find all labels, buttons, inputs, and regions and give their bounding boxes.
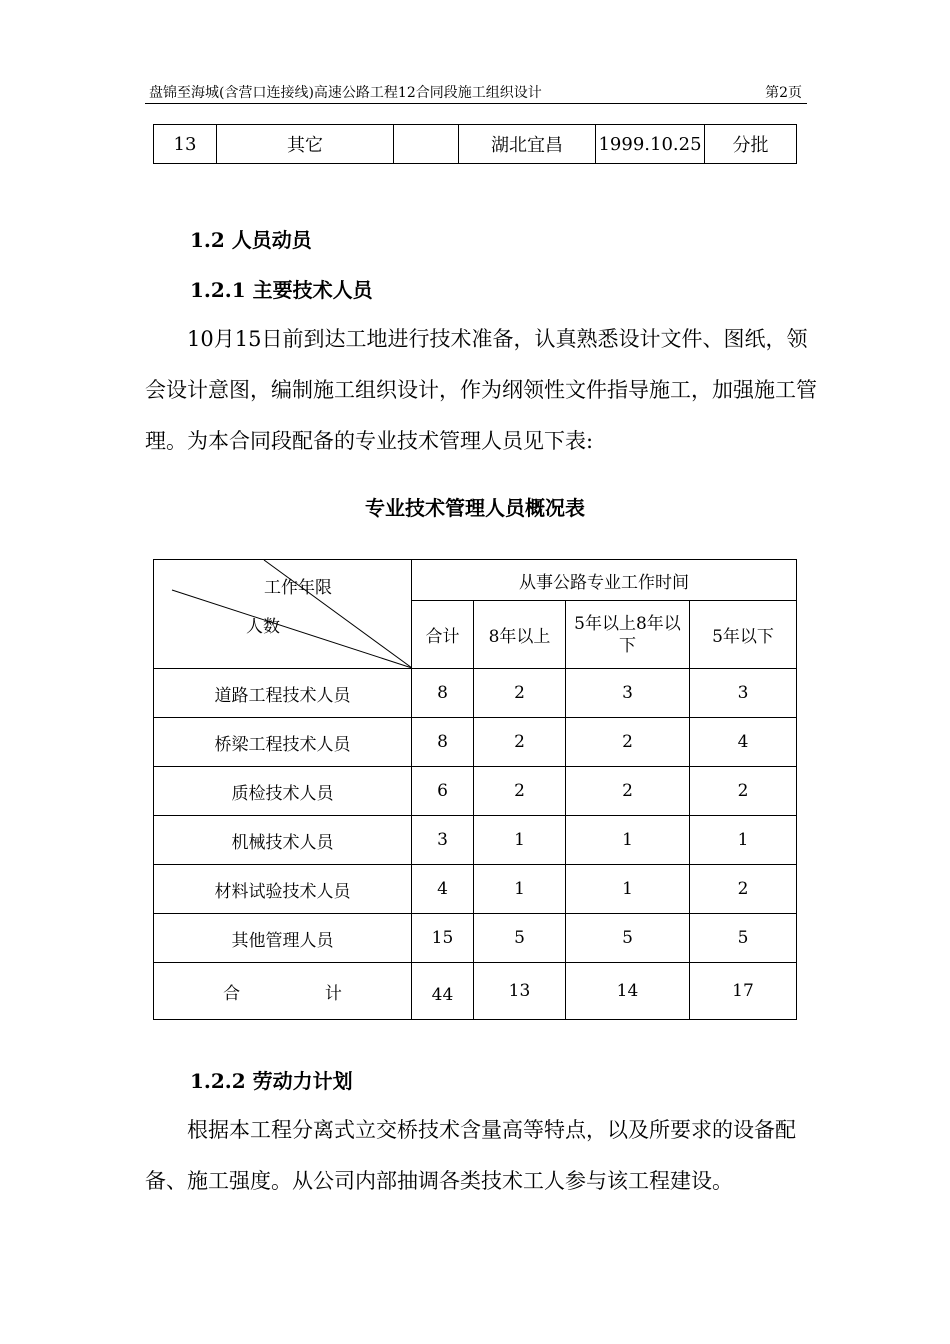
table-cell: 3 [566,669,690,718]
table-row [154,865,797,914]
row-label: 桥梁工程技术人员 [154,718,412,767]
table-cell: 2 [690,865,797,914]
row-label: 材料试验技术人员 [154,865,412,914]
table-cell: 分批 [705,125,797,164]
column-header: 8年以上 [474,601,566,669]
row-label: 道路工程技术人员 [154,669,412,718]
table-cell: 5 [566,914,690,963]
page-number: 第2页 [765,85,802,101]
table-row [154,767,797,816]
table-cell: 14 [566,963,690,1020]
table-caption: 专业技术管理人员概况表 [365,496,585,520]
table-cell: 15 [412,914,474,963]
table-cell: 1 [474,816,566,865]
table-header-row [154,560,797,601]
table-row [154,125,797,164]
column-header: 5年以上8年以下 [566,601,690,669]
page-header [145,84,807,104]
table-cell: 1 [566,816,690,865]
row-label: 质检技术人员 [154,767,412,816]
table-cell: 8 [412,718,474,767]
row-label-total [154,963,412,1020]
paragraph-technical-staff: 10月15日前到达工地进行技术准备，认真熟悉设计文件、图纸，领会设计意图，编制施工组织设计，作为纲领性文件指导施工，加强施工管理。为本合同段配备的专业技术管理人员见下表: [145,327,817,453]
group-header: 从事公路专业工作时间 [412,560,797,601]
equipment-table-continuation [153,124,797,164]
header-title: 盘锦至海城(含营口连接线)高速公路工程12合同段施工组织设计 [149,85,542,101]
table-cell: 2 [566,767,690,816]
total-label-b: 计 [324,983,342,1004]
table-cell: 8 [412,669,474,718]
table-cell: 6 [412,767,474,816]
table-cell: 2 [474,669,566,718]
table-cell: 1 [690,816,797,865]
row-label: 其他管理人员 [154,914,412,963]
table-cell: 17 [690,963,797,1020]
table-row [154,914,797,963]
table-cell: 4 [690,718,797,767]
table-row [154,816,797,865]
table-sum-row [154,963,797,1020]
table-cell: 44 [412,963,474,1020]
table-row [154,669,797,718]
table-cell [394,125,459,164]
row-label: 机械技术人员 [154,816,412,865]
paragraph-labor-plan: 根据本工程分离式立交桥技术含量高等特点，以及所要求的设备配备、施工强度。从公司内部抽调各类技术工人参与该工程建设。 [145,1118,796,1193]
total-label-a: 合 [223,983,241,1004]
table-row [154,718,797,767]
table-cell: 13 [154,125,217,164]
table-cell: 4 [412,865,474,914]
corner-label-count: 人数 [246,617,280,637]
table-cell: 5 [690,914,797,963]
column-header: 5年以下 [690,601,797,669]
table-cell: 湖北宜昌 [459,125,596,164]
diagonal-header-cell [154,560,412,669]
column-header: 合计 [412,601,474,669]
table-cell: 2 [566,718,690,767]
section-heading-1-2-1: 1.2.1 主要技术人员 [190,278,373,302]
table-cell: 其它 [217,125,394,164]
staff-table [153,559,797,1020]
table-cell: 2 [690,767,797,816]
corner-label-years: 工作年限 [264,578,332,598]
table-cell: 1999.10.25 [596,125,705,164]
section-heading-1-2: 1.2 人员动员 [190,228,312,252]
table-cell: 1 [474,865,566,914]
section-heading-1-2-2: 1.2.2 劳动力计划 [190,1069,353,1093]
table-cell: 13 [474,963,566,1020]
table-cell: 1 [566,865,690,914]
table-cell: 3 [412,816,474,865]
table-cell: 3 [690,669,797,718]
table-cell: 2 [474,767,566,816]
table-cell: 2 [474,718,566,767]
table-cell: 5 [474,914,566,963]
